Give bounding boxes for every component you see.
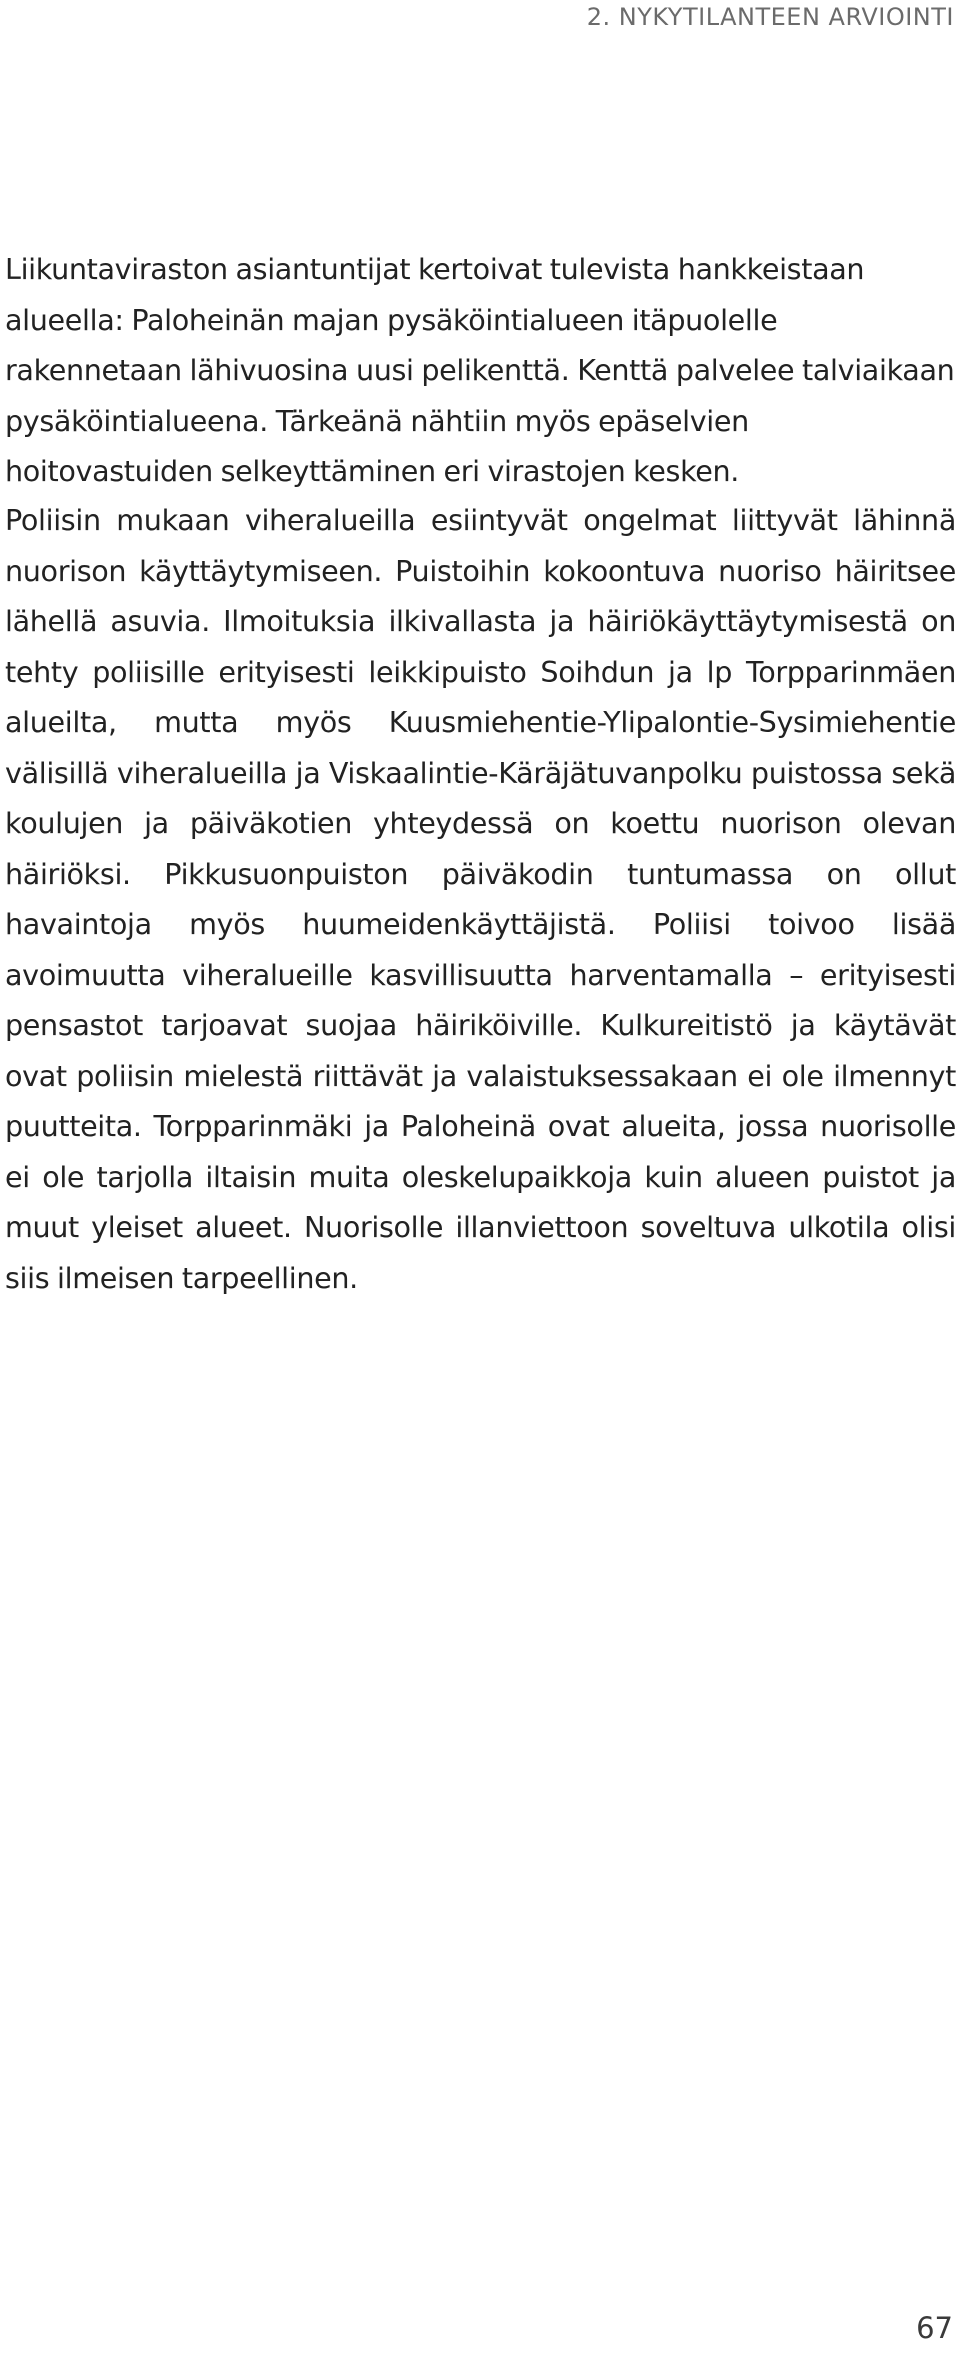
page-number: 67 [916,2311,953,2345]
paragraph-sports-department: Liikuntaviraston asiantuntijat kertoivat tulevista hankkeistaan alueella: Paloheinän majan pysäköintialueen itäpuolelle rakennetaan lähivuosina uusi pelikenttä. Kenttä palvelee talviaikaan pysäköintialueena. Tärkeänä nähtiin myös epäselvien hoitovastuiden selkeyttäminen eri virastojen kesken. [5,252,955,488]
paragraph-police: Poliisin mukaan viheralueilla esiintyvät ongelmat liittyvät lähinnä nuorison käyttäytymiseen. Puistoihin kokoontuva nuoriso häiritsee lähellä asuvia. Ilmoituksia ilkivallasta ja häiriökäyttäytymisestä on tehty poliisille erityisesti leikkipuisto Soihdun ja lp Torpparinmäen alueilta, mutta myös Kuusmiehentie-Ylipalontie-Sysimiehentie välisillä viheralueilla ja Viskaalintie-Käräjätuvanpolku puistossa sekä koulujen ja päiväkotien yhteydessä on koettu nuorison olevan häiriöksi. Pikkusuonpuiston päiväkodin tuntumassa on ollut havaintoja myös huumeidenkäyttäjistä. Poliisi toivoo lisää avoimuutta viheralueille kasvillisuutta harventamalla – erityisesti pensastot tarjoavat suojaa häiriköiville. Kulkureitistö ja käytävät ovat poliisin mielestä riittävät ja valaistuksessakaan ei ole ilmennyt puutteita. Torpparinmäki ja Paloheinä ovat alueita, jossa nuorisolle ei ole tarjolla iltaisin muita oleskelupaikkoja kuin alueen puistot ja muut yleiset alueet. Nuorisolle illanviettoon soveltuva ulkotila olisi siis ilmeisen tarpeellinen. [5,503,956,1295]
running-header: 2. NYKYTILANTEEN ARVIOINTI [586,3,954,31]
